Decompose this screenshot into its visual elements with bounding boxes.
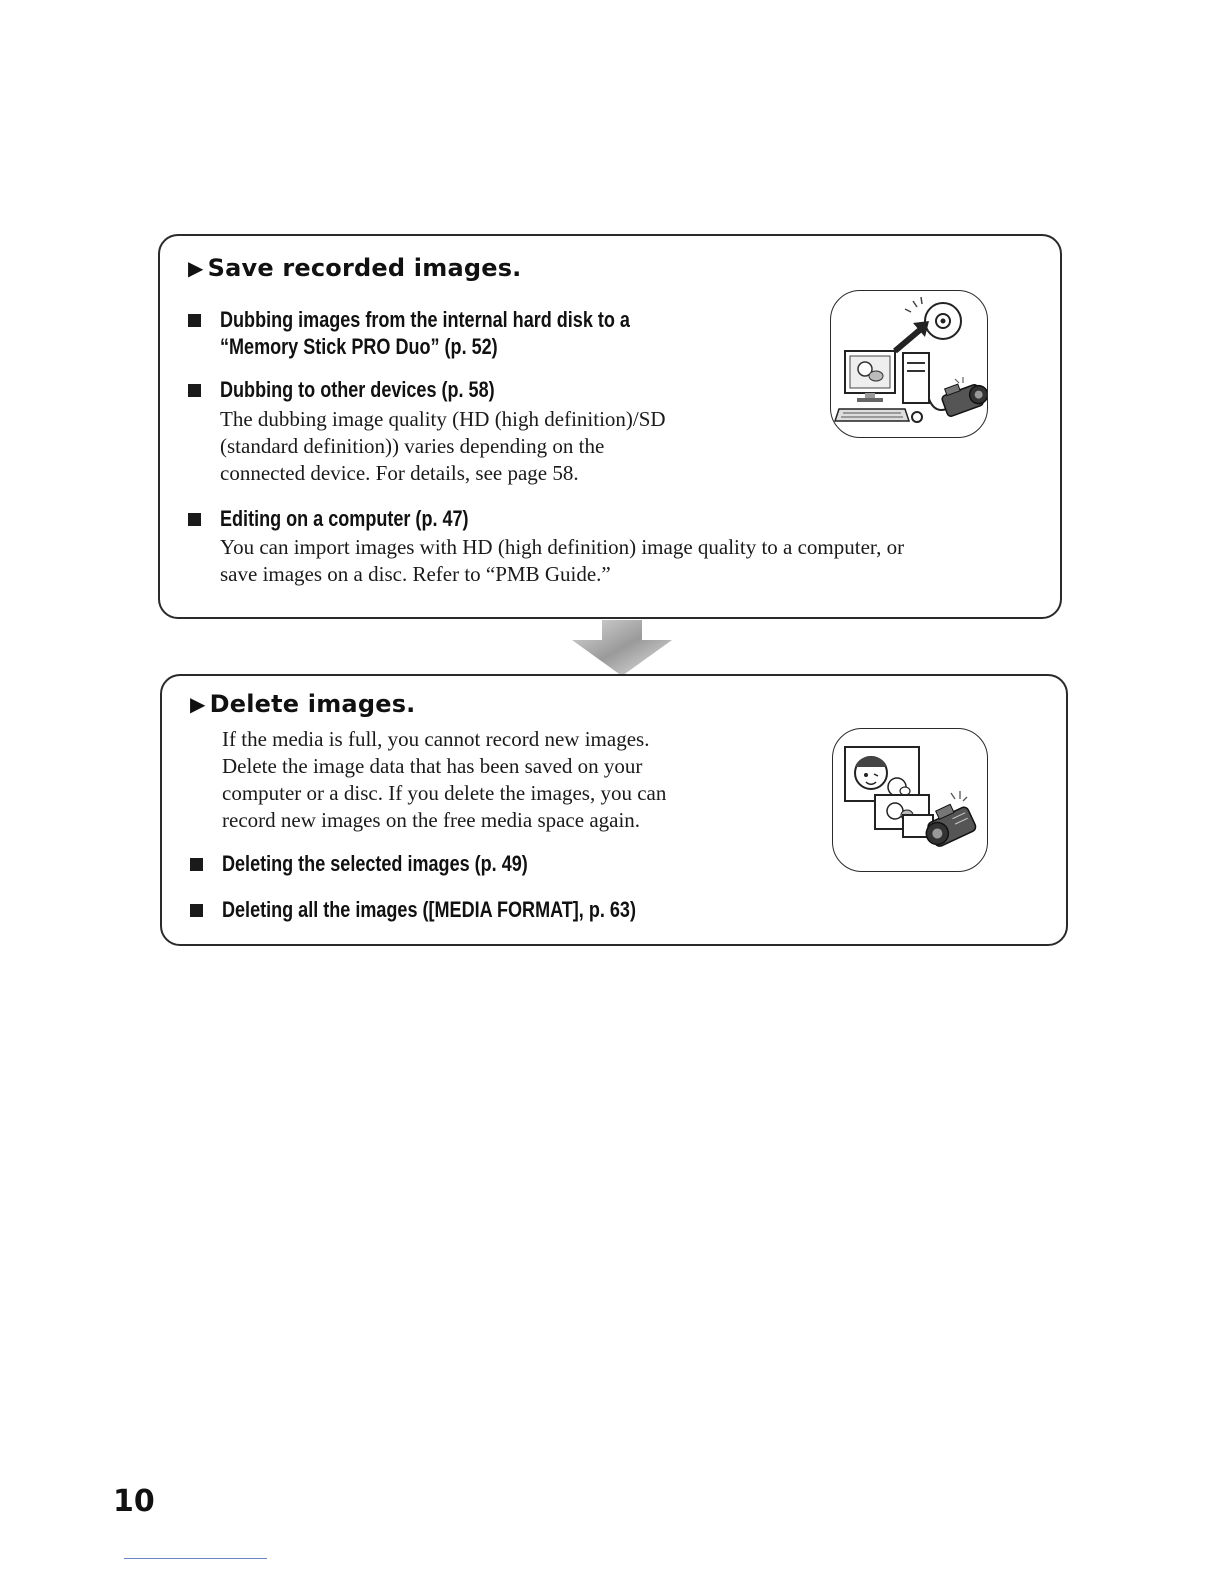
dubbing-memory-stick-title-line2: “Memory Stick PRO Duo” (p. 52) xyxy=(220,334,498,359)
delete-body-line1: If the media is full, you cannot record new images. xyxy=(222,727,650,751)
footer-rule xyxy=(124,1558,267,1559)
dubbing-memory-stick-title-line1: Dubbing images from the internal hard disk to a xyxy=(220,307,630,332)
heading-marker-icon: ▶ xyxy=(190,692,206,716)
deleting-all-title: Deleting all the images ([MEDIA FORMAT], p. 63) xyxy=(222,897,636,922)
delete-heading-text: Delete images. xyxy=(209,690,416,718)
dubbing-other-devices-body-line1: The dubbing image quality (HD (high definition)/SD xyxy=(220,407,666,431)
page-number: 10 xyxy=(113,1484,155,1519)
dubbing-other-devices-title: Dubbing to other devices (p. 58) xyxy=(220,377,495,402)
save-heading-text: Save recorded images. xyxy=(207,254,522,282)
bullet-square-icon xyxy=(188,513,201,526)
computer-disc-camcorder-illustration xyxy=(830,290,988,438)
delete-body-line4: record new images on the free media space again. xyxy=(222,808,641,832)
photos-camcorder-illustration xyxy=(832,728,988,872)
save-images-panel xyxy=(158,234,1062,619)
save-heading xyxy=(188,254,522,282)
bullet-square-icon xyxy=(190,858,203,871)
bullet-square-icon xyxy=(188,314,201,327)
photos-camcorder-icon xyxy=(833,729,987,871)
flow-down-arrow-icon xyxy=(568,620,674,676)
delete-images-panel xyxy=(160,674,1068,946)
delete-heading xyxy=(190,690,416,718)
delete-body-line2: Delete the image data that has been saved on your xyxy=(222,754,643,778)
deleting-selected-title: Deleting the selected images (p. 49) xyxy=(222,851,528,876)
editing-computer-body-line2: save images on a disc. Refer to “PMB Guide.” xyxy=(220,562,611,586)
bullet-square-icon xyxy=(190,904,203,917)
dubbing-other-devices-body-line3: connected device. For details, see page 58. xyxy=(220,461,579,485)
dubbing-other-devices-body-line2: (standard definition)) varies depending on the xyxy=(220,434,605,458)
editing-computer-body-line1: You can import images with HD (high definition) image quality to a computer, or xyxy=(220,535,905,559)
delete-body-line3: computer or a disc. If you delete the images, you can xyxy=(222,781,667,805)
bullet-square-icon xyxy=(188,384,201,397)
editing-computer-title: Editing on a computer (p. 47) xyxy=(220,506,469,531)
computer-disc-camcorder-icon xyxy=(831,291,987,437)
heading-marker-icon: ▶ xyxy=(188,256,204,280)
